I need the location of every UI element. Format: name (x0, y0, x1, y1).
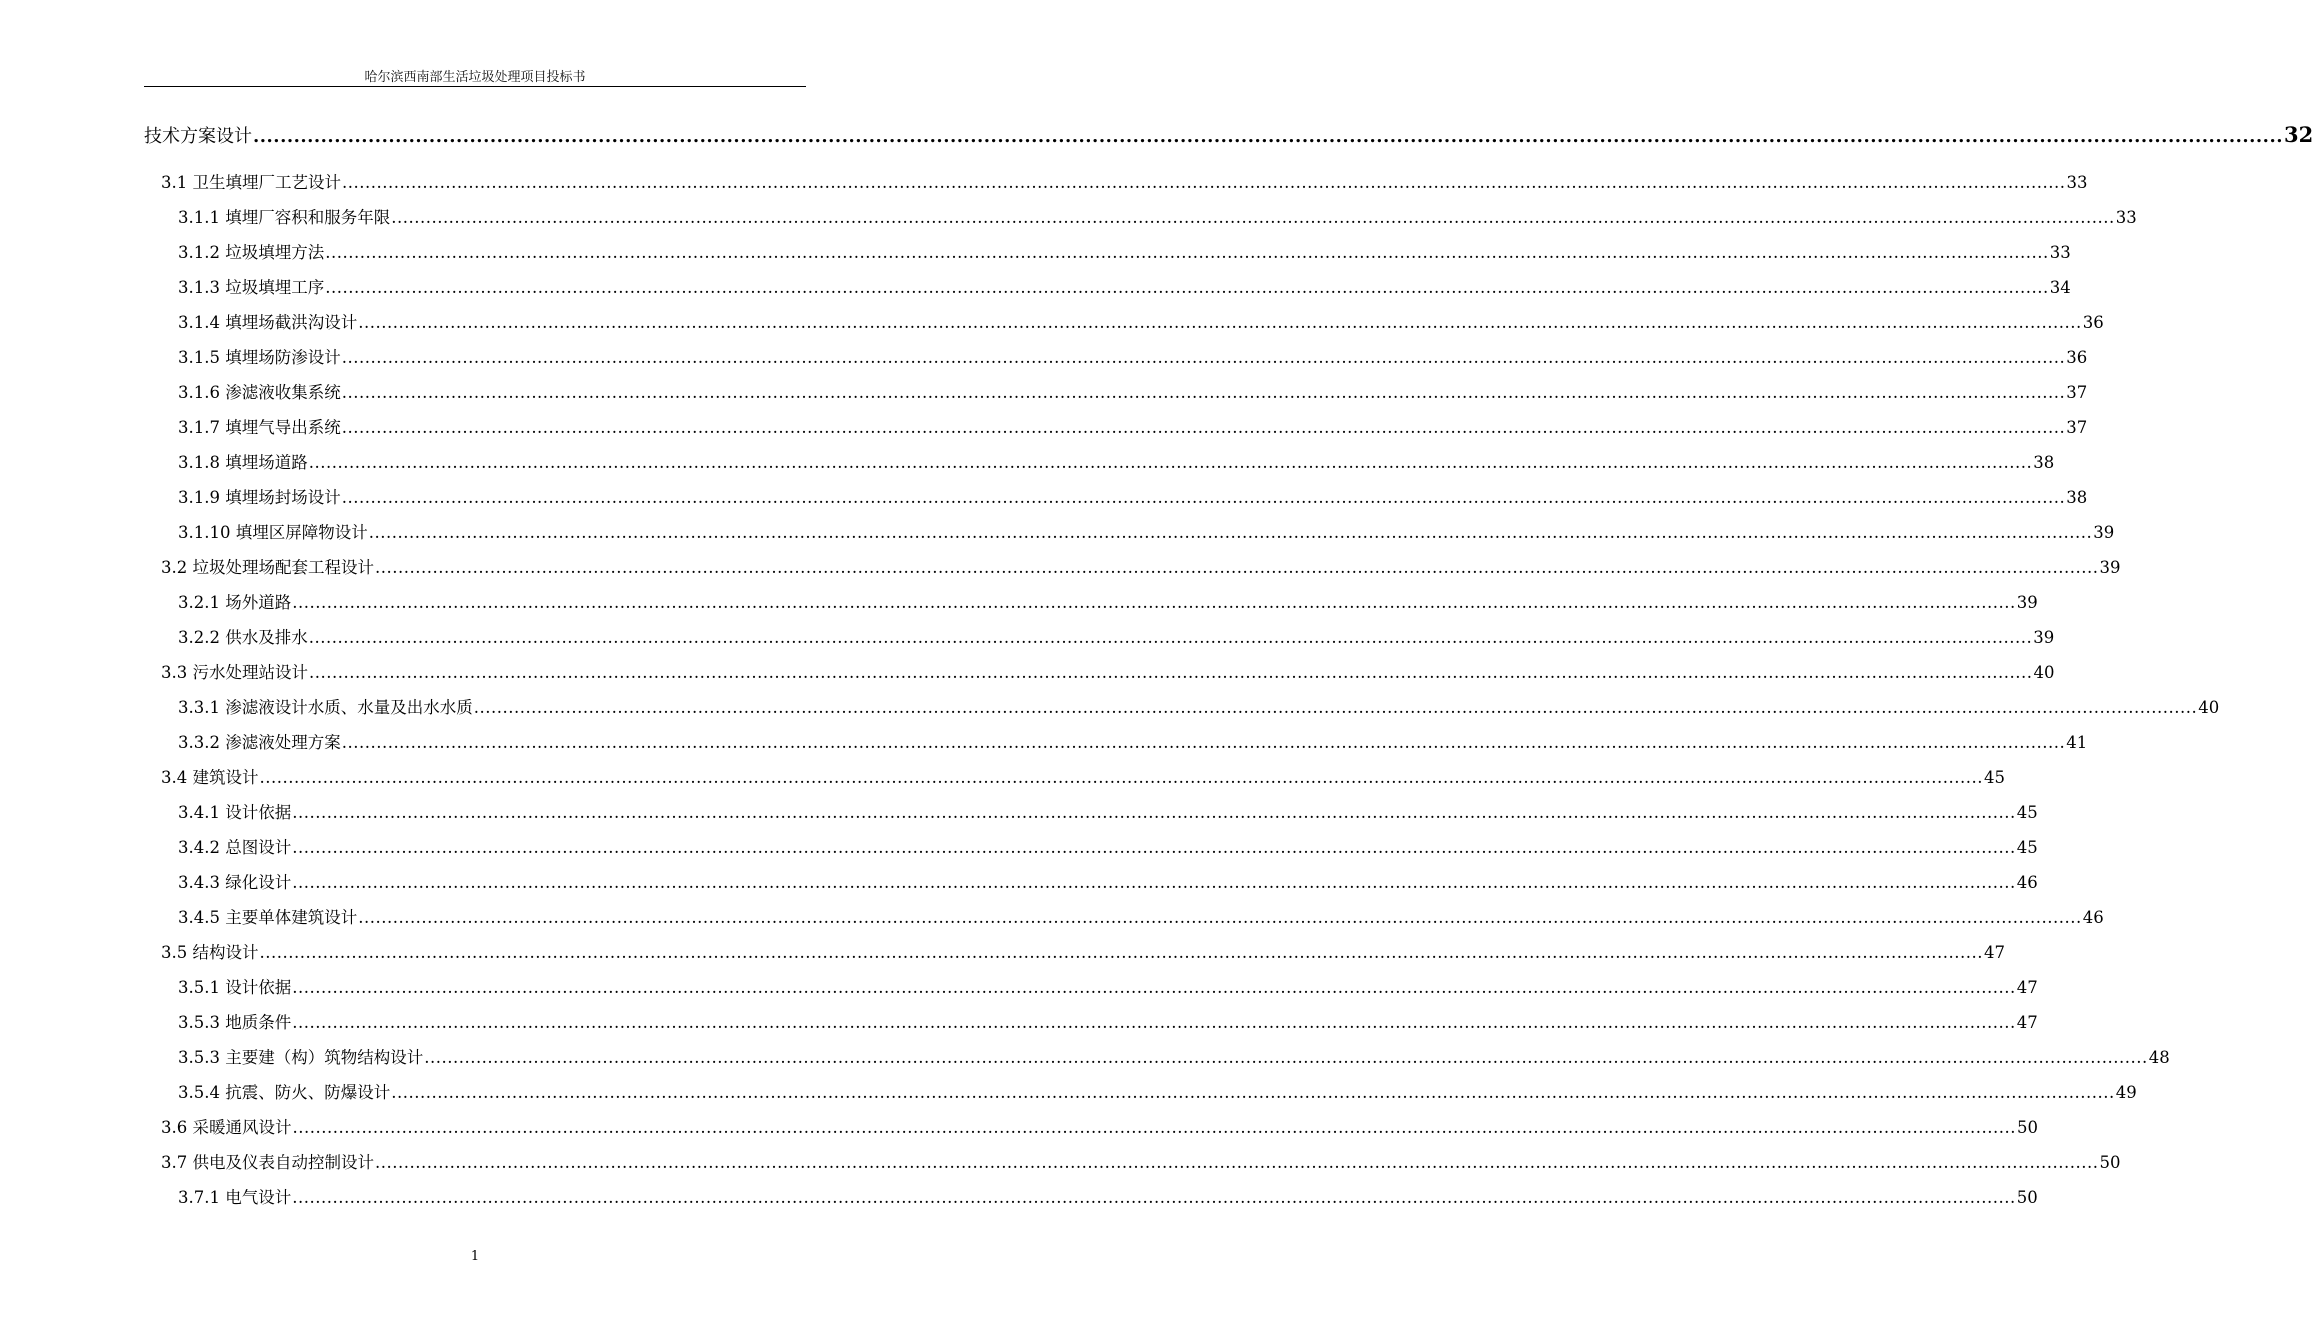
toc-entry-label: 3.5.3 地质条件 (178, 1013, 292, 1032)
toc-dot-leader: ............................................................................................................................................................................................................................................................................................................ (259, 768, 1983, 787)
toc-entry-page: 45 (1983, 768, 2005, 787)
toc-entry[interactable] (178, 1082, 2137, 1104)
toc-entry-label: 3.5.4 抗震、防火、防爆设计 (178, 1083, 391, 1102)
toc-dot-leader: ............................................................................................................................................................................................................................................................................................................ (358, 908, 2082, 927)
toc-entry[interactable] (161, 767, 2005, 789)
toc-entry-label: 3.1.8 填埋场道路 (178, 453, 308, 472)
toc-dot-leader: ............................................................................................................................................................................................................................................................................................................ (375, 1153, 2099, 1172)
toc-entry-page: 47 (1983, 943, 2005, 962)
toc-entry-label: 技术方案设计 (144, 126, 252, 147)
toc-entry-page: 50 (2016, 1188, 2038, 1207)
toc-entry-page: 40 (2198, 698, 2220, 717)
toc-entry-page: 45 (2016, 838, 2038, 857)
toc-dot-leader: ............................................................................................................................................................................................................................................................................................................ (292, 838, 2016, 857)
toc-entry-label: 3.1.9 填埋场封场设计 (178, 488, 341, 507)
toc-entry-page: 38 (2033, 453, 2055, 472)
toc-entry[interactable] (178, 417, 2088, 439)
toc-entry-page: 37 (2066, 383, 2088, 402)
toc-entry-page: 50 (2099, 1153, 2121, 1172)
toc-dot-leader: ............................................................................................................................................................................................................................................................................................................ (292, 1118, 2016, 1137)
toc-entry[interactable] (178, 242, 2071, 264)
toc-entry[interactable] (178, 1047, 2170, 1069)
toc-entry-page: 39 (2093, 523, 2115, 542)
toc-entry[interactable] (178, 627, 2055, 649)
toc-entry-label: 3.4.5 主要单体建筑设计 (178, 908, 358, 927)
toc-entry-page: 46 (2082, 908, 2104, 927)
toc-entry[interactable] (178, 1187, 2038, 1209)
header-rule (144, 86, 806, 87)
toc-entry-label: 3.1 卫生填埋厂工艺设计 (161, 173, 341, 192)
toc-dot-leader: ............................................................................................................................................................................................................................................................................................................ (342, 173, 2066, 192)
toc-entry-page: 48 (2148, 1048, 2170, 1067)
toc-entry-label: 3.5.3 主要建（构）筑物结构设计 (178, 1048, 424, 1067)
toc-entry-label: 3.4 建筑设计 (161, 768, 259, 787)
toc-entry[interactable] (178, 802, 2038, 824)
toc-entry[interactable] (178, 592, 2038, 614)
toc-dot-leader: ............................................................................................................................................................................................................................................................................................................ (292, 873, 2016, 892)
toc-dot-leader: ............................................................................................................................................................................................................................................................................................................ (292, 978, 2016, 997)
toc-entry-page: 39 (2016, 593, 2038, 612)
toc-entry[interactable] (178, 487, 2088, 509)
toc-dot-leader: ............................................................................................................................................................................................................................................................................................................ (308, 453, 2033, 472)
toc-entry[interactable] (178, 977, 2038, 999)
toc-dot-leader: ............................................................................................................................................................................................................................................................................................................ (308, 628, 2033, 647)
toc-dot-leader: ............................................................................................................................................................................................................................................................................................................ (368, 523, 2093, 542)
toc-entry-page: 33 (2115, 208, 2137, 227)
page-number: 1 (470, 1249, 480, 1264)
toc-entry[interactable] (161, 1117, 2038, 1139)
toc-entry-page: 38 (2066, 488, 2088, 507)
toc-entry[interactable] (178, 872, 2038, 894)
toc-entry-page: 41 (2066, 733, 2088, 752)
toc-entry-page: 47 (2016, 978, 2038, 997)
toc-entry[interactable] (178, 312, 2104, 334)
toc-dot-leader: ............................................................................................................................................................................................................................................................................................................ (341, 488, 2066, 507)
toc-entry-page: 45 (2016, 803, 2038, 822)
toc-entry-label: 3.1.6 渗滤液收集系统 (178, 383, 341, 402)
toc-dot-leader: ............................................................................................................................................................................................................................................................................................................ (358, 313, 2082, 332)
toc-entry-label: 3.1.2 垃圾填埋方法 (178, 243, 325, 262)
toc-entry[interactable] (161, 942, 2005, 964)
toc-entry-label: 3.2.2 供水及排水 (178, 628, 308, 647)
page-header: 哈尔滨西南部生活垃圾处理项目投标书 (364, 70, 586, 85)
toc-entry-label: 3.3 污水处理站设计 (161, 663, 308, 682)
toc-entry-label: 3.5 结构设计 (161, 943, 259, 962)
toc-entry-page: 40 (2033, 663, 2055, 682)
toc-dot-leader: ............................................................................................................................................................................................................................................................................................................ (473, 698, 2198, 717)
toc-dot-leader: ............................................................................................................................................................................................................................................................................................................ (325, 243, 2049, 262)
toc-entry-label: 3.2.1 场外道路 (178, 593, 292, 612)
toc-entry-page: 46 (2016, 873, 2038, 892)
toc-chapter-entry[interactable] (144, 122, 2313, 148)
toc-entry-page: 47 (2016, 1013, 2038, 1032)
toc-entry[interactable] (161, 172, 2088, 194)
toc-entry-label: 3.1.10 填埋区屏障物设计 (178, 523, 368, 542)
toc-entry-page: 50 (2016, 1118, 2038, 1137)
toc-entry-label: 3.2 垃圾处理场配套工程设计 (161, 558, 374, 577)
toc-entry-label: 3.4.1 设计依据 (178, 803, 292, 822)
toc-entry[interactable] (178, 697, 2220, 719)
toc-dot-leader: ............................................................................................................................................................................................................................................................................................................ (424, 1048, 2148, 1067)
toc-entry[interactable] (178, 277, 2071, 299)
toc-dot-leader: ............................................................................................................................................................................................................................................................................................................ (341, 418, 2066, 437)
toc-entry-page: 32 (2283, 122, 2313, 147)
toc-dot-leader: ............................................................................................................................................................................................................................................................................................................ (341, 733, 2066, 752)
toc-entry-page: 36 (2066, 348, 2088, 367)
toc-entry-label: 3.4.3 绿化设计 (178, 873, 292, 892)
toc-entry[interactable] (178, 207, 2137, 229)
toc-entry[interactable] (178, 382, 2088, 404)
toc-entry-label: 3.7 供电及仪表自动控制设计 (161, 1153, 374, 1172)
toc-entry[interactable] (178, 522, 2115, 544)
toc-dot-leader: ............................................................................................................................................................................................................................................................................................................ (391, 1083, 2115, 1102)
toc-entry[interactable] (178, 347, 2088, 369)
toc-entry-label: 3.1.1 填埋厂容积和服务年限 (178, 208, 391, 227)
toc-entry[interactable] (161, 557, 2121, 579)
toc-dot-leader: ............................................................................................................................................................................................................................................................................................................ (292, 1013, 2016, 1032)
toc-entry-page: 39 (2033, 628, 2055, 647)
toc-entry-label: 3.6 采暖通风设计 (161, 1118, 292, 1137)
toc-entry-page: 33 (2049, 243, 2071, 262)
toc-entry-label: 3.7.1 电气设计 (178, 1188, 292, 1207)
toc-dot-leader: ............................................................................................................................................................................................................................................................................................................ (391, 208, 2115, 227)
toc-entry[interactable] (178, 1012, 2038, 1034)
toc-entry-label: 3.3.1 渗滤液设计水质、水量及出水水质 (178, 698, 473, 717)
toc-entry-label: 3.3.2 渗滤液处理方案 (178, 733, 341, 752)
toc-entry-label: 3.1.3 垃圾填埋工序 (178, 278, 325, 297)
toc-dot-leader: ............................................................................................................................................................................................................................................................................................................ (292, 803, 2016, 822)
toc-dot-leader: ............................................................................................................................................................................................................................................................................................................ (341, 348, 2066, 367)
toc-entry-label: 3.1.4 填埋场截洪沟设计 (178, 313, 358, 332)
toc-entry-page: 33 (2066, 173, 2088, 192)
toc-entry[interactable] (178, 907, 2104, 929)
toc-entry[interactable] (178, 452, 2055, 474)
toc-entry[interactable] (178, 732, 2088, 754)
toc-entry-page: 34 (2049, 278, 2071, 297)
toc-entry-page: 36 (2082, 313, 2104, 332)
toc-dot-leader: ............................................................................................................................................................................................................................................................................................................ (292, 593, 2016, 612)
toc-dot-leader: ............................................................................................................................................................................................................................................................................................................ (309, 663, 2033, 682)
toc-dot-leader: ............................................................................................................................................................................................................................................................................................................ (341, 383, 2066, 402)
toc-entry-label: 3.4.2 总图设计 (178, 838, 292, 857)
toc-entry-page: 37 (2066, 418, 2088, 437)
toc-entry[interactable] (178, 837, 2038, 859)
toc-entry-page: 49 (2115, 1083, 2137, 1102)
toc-dot-leader: ............................................................................................................................................................................................................................................................................................................ (375, 558, 2099, 577)
toc-dot-leader: ............................................................................................................................................................................................................................................................................................................ (292, 1188, 2016, 1207)
toc-entry-page: 39 (2099, 558, 2121, 577)
toc-entry-label: 3.1.5 填埋场防渗设计 (178, 348, 341, 367)
toc-entry[interactable] (161, 662, 2055, 684)
toc-dot-leader: ............................................................................................................................................................................................................................................................................................................ (325, 278, 2049, 297)
toc-dot-leader: ............................................................................................................................................................................................................................................................................................................ (253, 126, 2283, 147)
toc-entry-label: 3.5.1 设计依据 (178, 978, 292, 997)
toc-dot-leader: ............................................................................................................................................................................................................................................................................................................ (259, 943, 1983, 962)
toc-entry[interactable] (161, 1152, 2121, 1174)
toc-entry-label: 3.1.7 填埋气导出系统 (178, 418, 341, 437)
